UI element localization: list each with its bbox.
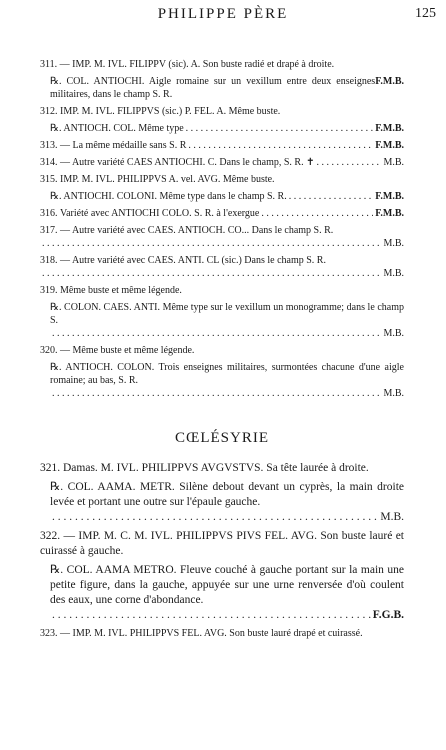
entry-318 (40, 254, 404, 280)
entry-number: 315. (40, 174, 58, 185)
leader-dots (188, 139, 373, 152)
entry-text: Variété avec ANTIOCHI COLO. S. R. à l'exergue (60, 208, 260, 219)
leader-dots (52, 327, 381, 340)
entry-text: ℞. ANTIOCH. COLON. Trois enseignes militaires, surmontées chacune d'une aigle romaine; au bas, S. R. (50, 362, 404, 386)
leader-dots (52, 608, 371, 623)
entry-rating: F.M.B. (375, 123, 404, 134)
leader-dots (52, 510, 378, 525)
entry-reverse (50, 480, 404, 525)
entry-text: ℞. COL. ANTIOCHI. Aigle romaine sur un vexillum entre deux enseignes militaires, dans le champ S. R. (50, 76, 376, 100)
entry-text: — IMP. M. IVL. FILIPPV (sic). A. Son buste radié et drapé à droite. (59, 59, 335, 70)
entry-text: ℞. COL. AAMA METRO. Fleuve couché à gauche portant sur la main une petite figure, dans la gauche, appuyée sur une urne renversée d'où coulent des eaux, une corne d'abondance. (50, 564, 404, 606)
leader-dots (261, 207, 373, 220)
entry-rating: F.G.B. (372, 609, 404, 621)
entry-number: 321. (40, 462, 61, 474)
entry-text: Damas. M. IVL. PHILIPPVS AVGVSTVS. Sa tête laurée à droite. (63, 462, 369, 474)
entry-number: 313. (40, 140, 58, 151)
entry-reverse (50, 122, 404, 135)
entry-number: 318. (40, 255, 58, 266)
entry-rating: M.B. (383, 328, 404, 339)
leader-dots (316, 156, 381, 169)
entries-list (40, 58, 404, 644)
entry-reverse (50, 563, 404, 623)
entry-reverse (50, 75, 404, 101)
entry-text: IMP. M. IVL. PHILIPPVS A. vel. AVG. Même buste. (60, 174, 275, 185)
entry-rating: M.B. (383, 238, 404, 249)
entry-rating: F.M.B. (375, 76, 404, 87)
entry-reverse (50, 190, 404, 203)
entry-number: 311. (40, 59, 58, 70)
entry-number: 319. (40, 285, 58, 296)
entry-320 (40, 344, 404, 357)
entry-rating: M.B. (380, 511, 404, 523)
running-header: PHILIPPE PÈRE (157, 6, 289, 22)
section-title: CŒLÉSYRIE (174, 430, 269, 446)
entry-reverse (50, 301, 404, 340)
leader-dots (52, 387, 381, 400)
entry-text: — Autre variété CAES ANTIOCHI. C. Dans le champ, S. R. ✝ (60, 157, 315, 168)
entry-rating: F.M.B. (375, 140, 404, 151)
entry-number: 320. (40, 345, 58, 356)
entry-313 (40, 139, 404, 152)
entry-314 (40, 156, 404, 169)
entry-number: 317. (40, 225, 58, 236)
entry-text: ℞. ANTIOCH. COL. Même type (50, 123, 184, 134)
entry-rating: F.M.B. (375, 208, 404, 219)
entry-text: IMP. M. IVL. FILIPPVS (sic.) P. FEL. A. Même buste. (60, 106, 281, 117)
entry-323 (40, 627, 404, 640)
entry-rating: M.B. (383, 268, 404, 279)
entry-rating: M.B. (383, 388, 404, 399)
entry-number: 322. (40, 530, 61, 542)
entry-text: ℞. COLON. CAES. ANTI. Même type sur le vexillum un monogramme; dans le champ S. (50, 302, 404, 326)
entry-number: 314. (40, 157, 58, 168)
entry-rating: M.B. (383, 157, 404, 168)
entry-315 (40, 173, 404, 186)
entry-text: ℞. COL. AAMA. METR. Silène debout devant un cyprès, la main droite levée et portant une outre sur l'épaule gauche. (50, 481, 404, 508)
entry-311 (40, 58, 404, 71)
entry-text: — Autre variété avec CAES. ANTIOCH. CO... Dans le champ S. R. (60, 225, 334, 236)
entry-text: — Autre variété avec CAES. ANTI. CL (sic.) Dans le champ S. R. (60, 255, 326, 266)
entry-text: ℞. ANTIOCHI. COLONI. Même type dans le champ S. R. (50, 191, 287, 202)
entry-316 (40, 207, 404, 220)
entry-312 (40, 105, 404, 118)
entry-rating: F.M.B. (375, 191, 404, 202)
leader-dots (186, 122, 374, 135)
entry-reverse (50, 361, 404, 400)
leader-dots (42, 237, 381, 250)
entry-321 (40, 461, 404, 476)
entry-text: — IMP. M. C. M. IVL. PHILIPPVS PIVS FEL. AVG. Son buste lauré et cuirassé à gauche. (40, 530, 404, 557)
entry-number: 316. (40, 208, 58, 219)
entry-text: — La même médaille sans S. R (60, 140, 187, 151)
leader-dots (289, 190, 373, 203)
entry-number: 312. (40, 106, 58, 117)
entry-317 (40, 224, 404, 250)
entry-319 (40, 284, 404, 297)
entry-text: Même buste et même légende. (60, 285, 182, 296)
leader-dots (42, 267, 381, 280)
page-number: 125 (415, 6, 436, 21)
entry-text: — IMP. M. IVL. PHILIPPVS FEL. AVG. Son buste lauré drapé et cuirassé. (60, 628, 363, 639)
entry-number: 323. (40, 628, 58, 639)
entry-322 (40, 529, 404, 559)
entry-text: — Même buste et même légende. (60, 345, 195, 356)
